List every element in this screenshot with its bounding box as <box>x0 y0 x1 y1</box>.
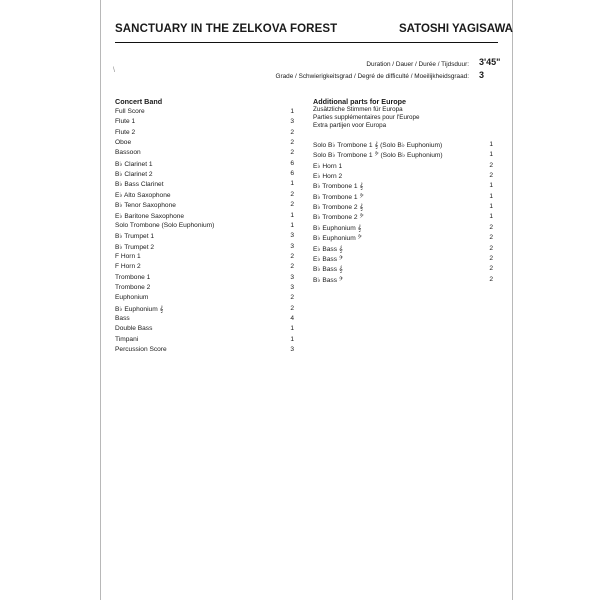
part-name: B♭ Trombone 1 𝄢 <box>313 193 364 201</box>
part-name: E♭ Horn 1 <box>313 162 343 170</box>
part-count: 1 <box>290 335 294 343</box>
part-row <box>115 305 294 315</box>
part-name: E♭ Bass 𝄞 <box>313 245 343 253</box>
part-count: 4 <box>290 315 294 322</box>
part-name: B♭ Bass 𝄢 <box>313 276 344 284</box>
part-count: 2 <box>489 275 493 283</box>
part-name: B♭ Trombone 2 𝄢 <box>313 214 364 222</box>
part-row <box>115 263 294 273</box>
part-row <box>115 149 294 159</box>
part-name: Trombone 2 <box>115 283 151 291</box>
part-name: F Horn 2 <box>115 263 141 271</box>
part-count: 2 <box>290 304 294 312</box>
part-count: 3 <box>290 232 294 240</box>
part-count: 2 <box>489 234 493 242</box>
part-row <box>313 255 493 265</box>
part-name: Trombone 1 <box>115 273 151 281</box>
subheading-french: Parties supplémentaires pour l'Europe <box>313 113 420 121</box>
part-row <box>313 245 493 255</box>
part-row <box>115 222 294 232</box>
part-count: 1 <box>489 182 493 190</box>
part-row <box>313 276 493 286</box>
part-name: B♭ Trombone 2 𝄞 <box>313 204 364 212</box>
part-row <box>313 151 493 161</box>
part-row <box>115 274 294 284</box>
part-name: B♭ Tenor Saxophone <box>115 202 176 210</box>
piece-title: SANCTUARY IN THE ZELKOVA FOREST <box>115 23 338 35</box>
duration-value: 3'45" <box>479 57 501 67</box>
part-name: B♭ Euphonium 𝄞 <box>313 224 362 232</box>
part-count: 2 <box>290 294 294 302</box>
part-count: 1 <box>489 141 493 148</box>
subheading-german: Zusätzliche Stimmen für Europa <box>313 105 403 113</box>
part-name: Bassoon <box>115 149 141 157</box>
part-name: E♭ Baritone Saxophone <box>115 212 185 220</box>
part-name: Double Bass <box>115 325 153 333</box>
part-row <box>115 232 294 242</box>
part-name: Flute 2 <box>115 128 136 136</box>
part-row <box>313 234 493 244</box>
part-name: Euphonium <box>115 294 149 302</box>
part-count: 2 <box>290 201 294 209</box>
part-count: 3 <box>290 242 294 250</box>
part-row <box>115 325 294 335</box>
part-count: 1 <box>290 211 294 219</box>
part-name: B♭ Trombone 1 𝄞 <box>313 183 364 191</box>
part-count: 6 <box>290 159 294 167</box>
part-row <box>313 213 493 223</box>
part-count: 1 <box>489 151 493 159</box>
part-count: 2 <box>290 263 294 271</box>
part-row <box>115 243 294 253</box>
part-name: B♭ Bass Clarinet <box>115 181 164 189</box>
part-name: F Horn 1 <box>115 252 141 260</box>
part-count: 3 <box>290 283 294 291</box>
part-count: 1 <box>290 180 294 188</box>
part-row <box>115 336 294 346</box>
part-count: 2 <box>489 161 493 169</box>
part-count: 6 <box>290 170 294 178</box>
part-row <box>313 182 493 192</box>
part-name: E♭ Horn 2 <box>313 173 343 181</box>
part-count: 3 <box>290 346 294 354</box>
part-name: B♭ Bass 𝄞 <box>313 266 343 274</box>
additional-parts-subheadings <box>313 106 420 131</box>
part-row <box>313 162 493 172</box>
part-count: 2 <box>489 244 493 252</box>
part-row <box>115 201 294 211</box>
part-name: B♭ Trumpet 1 <box>115 233 155 241</box>
part-name: Flute 1 <box>115 118 136 126</box>
part-count: 2 <box>489 223 493 231</box>
part-row <box>115 139 294 149</box>
part-row <box>115 191 294 201</box>
additional-parts-heading: Additional parts for Europe <box>313 97 407 106</box>
header-rule <box>115 42 498 43</box>
part-row <box>115 212 294 222</box>
part-name: Full Score <box>115 108 145 115</box>
part-name: Oboe <box>115 139 132 147</box>
part-count: 2 <box>290 190 294 198</box>
part-row <box>313 224 493 234</box>
part-count: 2 <box>489 172 493 180</box>
part-name: Bass <box>115 315 130 322</box>
concert-band-heading: Concert Band <box>115 97 163 106</box>
part-name: E♭ Alto Saxophone <box>115 191 171 199</box>
part-count: 3 <box>290 273 294 281</box>
part-name: Solo Trombone (Solo Euphonium) <box>115 221 215 229</box>
part-name: E♭ Bass 𝄢 <box>313 255 344 263</box>
part-row <box>115 129 294 139</box>
part-count: 1 <box>290 325 294 333</box>
part-row <box>115 253 294 263</box>
part-count: 1 <box>489 203 493 211</box>
part-count: 2 <box>489 265 493 273</box>
part-count: 1 <box>290 221 294 229</box>
part-name: B♭ Clarinet 2 <box>115 171 153 179</box>
part-count: 1 <box>290 108 294 115</box>
part-count: 2 <box>489 254 493 262</box>
composer-name: SATOSHI YAGISAWA <box>399 23 513 35</box>
part-count: 2 <box>290 149 294 157</box>
grade-label: Grade / Schwierigkeitsgrad / Degré de difficulté / Moeilijkheidsgraad: <box>275 73 469 80</box>
subheading-dutch: Extra partijen voor Europa <box>313 121 387 129</box>
part-row <box>313 193 493 203</box>
part-row <box>115 294 294 304</box>
part-row <box>115 284 294 294</box>
margin-mark: \ <box>113 67 115 74</box>
part-row <box>313 265 493 275</box>
part-count: 1 <box>489 192 493 200</box>
part-count: 2 <box>290 252 294 260</box>
part-row <box>115 118 294 128</box>
part-row <box>115 180 294 190</box>
grade-value: 3 <box>479 70 485 80</box>
duration-label: Duration / Dauer / Durée / Tijdsduur: <box>366 61 469 68</box>
part-name: Solo B♭ Trombone 1 𝄢 (Solo B♭ Euphonium) <box>313 152 443 160</box>
part-row <box>115 108 294 118</box>
part-name: B♭ Euphonium 𝄞 <box>115 305 164 313</box>
part-name: Solo B♭ Trombone 1 𝄞 (Solo B♭ Euphonium) <box>313 142 443 149</box>
part-name: B♭ Trumpet 2 <box>115 243 155 251</box>
part-row <box>115 160 294 170</box>
part-row <box>313 203 493 213</box>
part-name: B♭ Euphonium 𝄢 <box>313 235 362 243</box>
part-count: 3 <box>290 118 294 126</box>
part-name: Percussion Score <box>115 346 167 354</box>
part-row <box>115 346 294 356</box>
part-name: B♭ Clarinet 1 <box>115 160 153 168</box>
part-name: Timpani <box>115 335 139 343</box>
part-row <box>115 170 294 180</box>
part-row <box>313 172 493 182</box>
part-count: 1 <box>489 213 493 221</box>
part-count: 2 <box>290 128 294 136</box>
part-row <box>313 141 493 151</box>
part-row <box>115 315 294 325</box>
part-count: 2 <box>290 139 294 147</box>
